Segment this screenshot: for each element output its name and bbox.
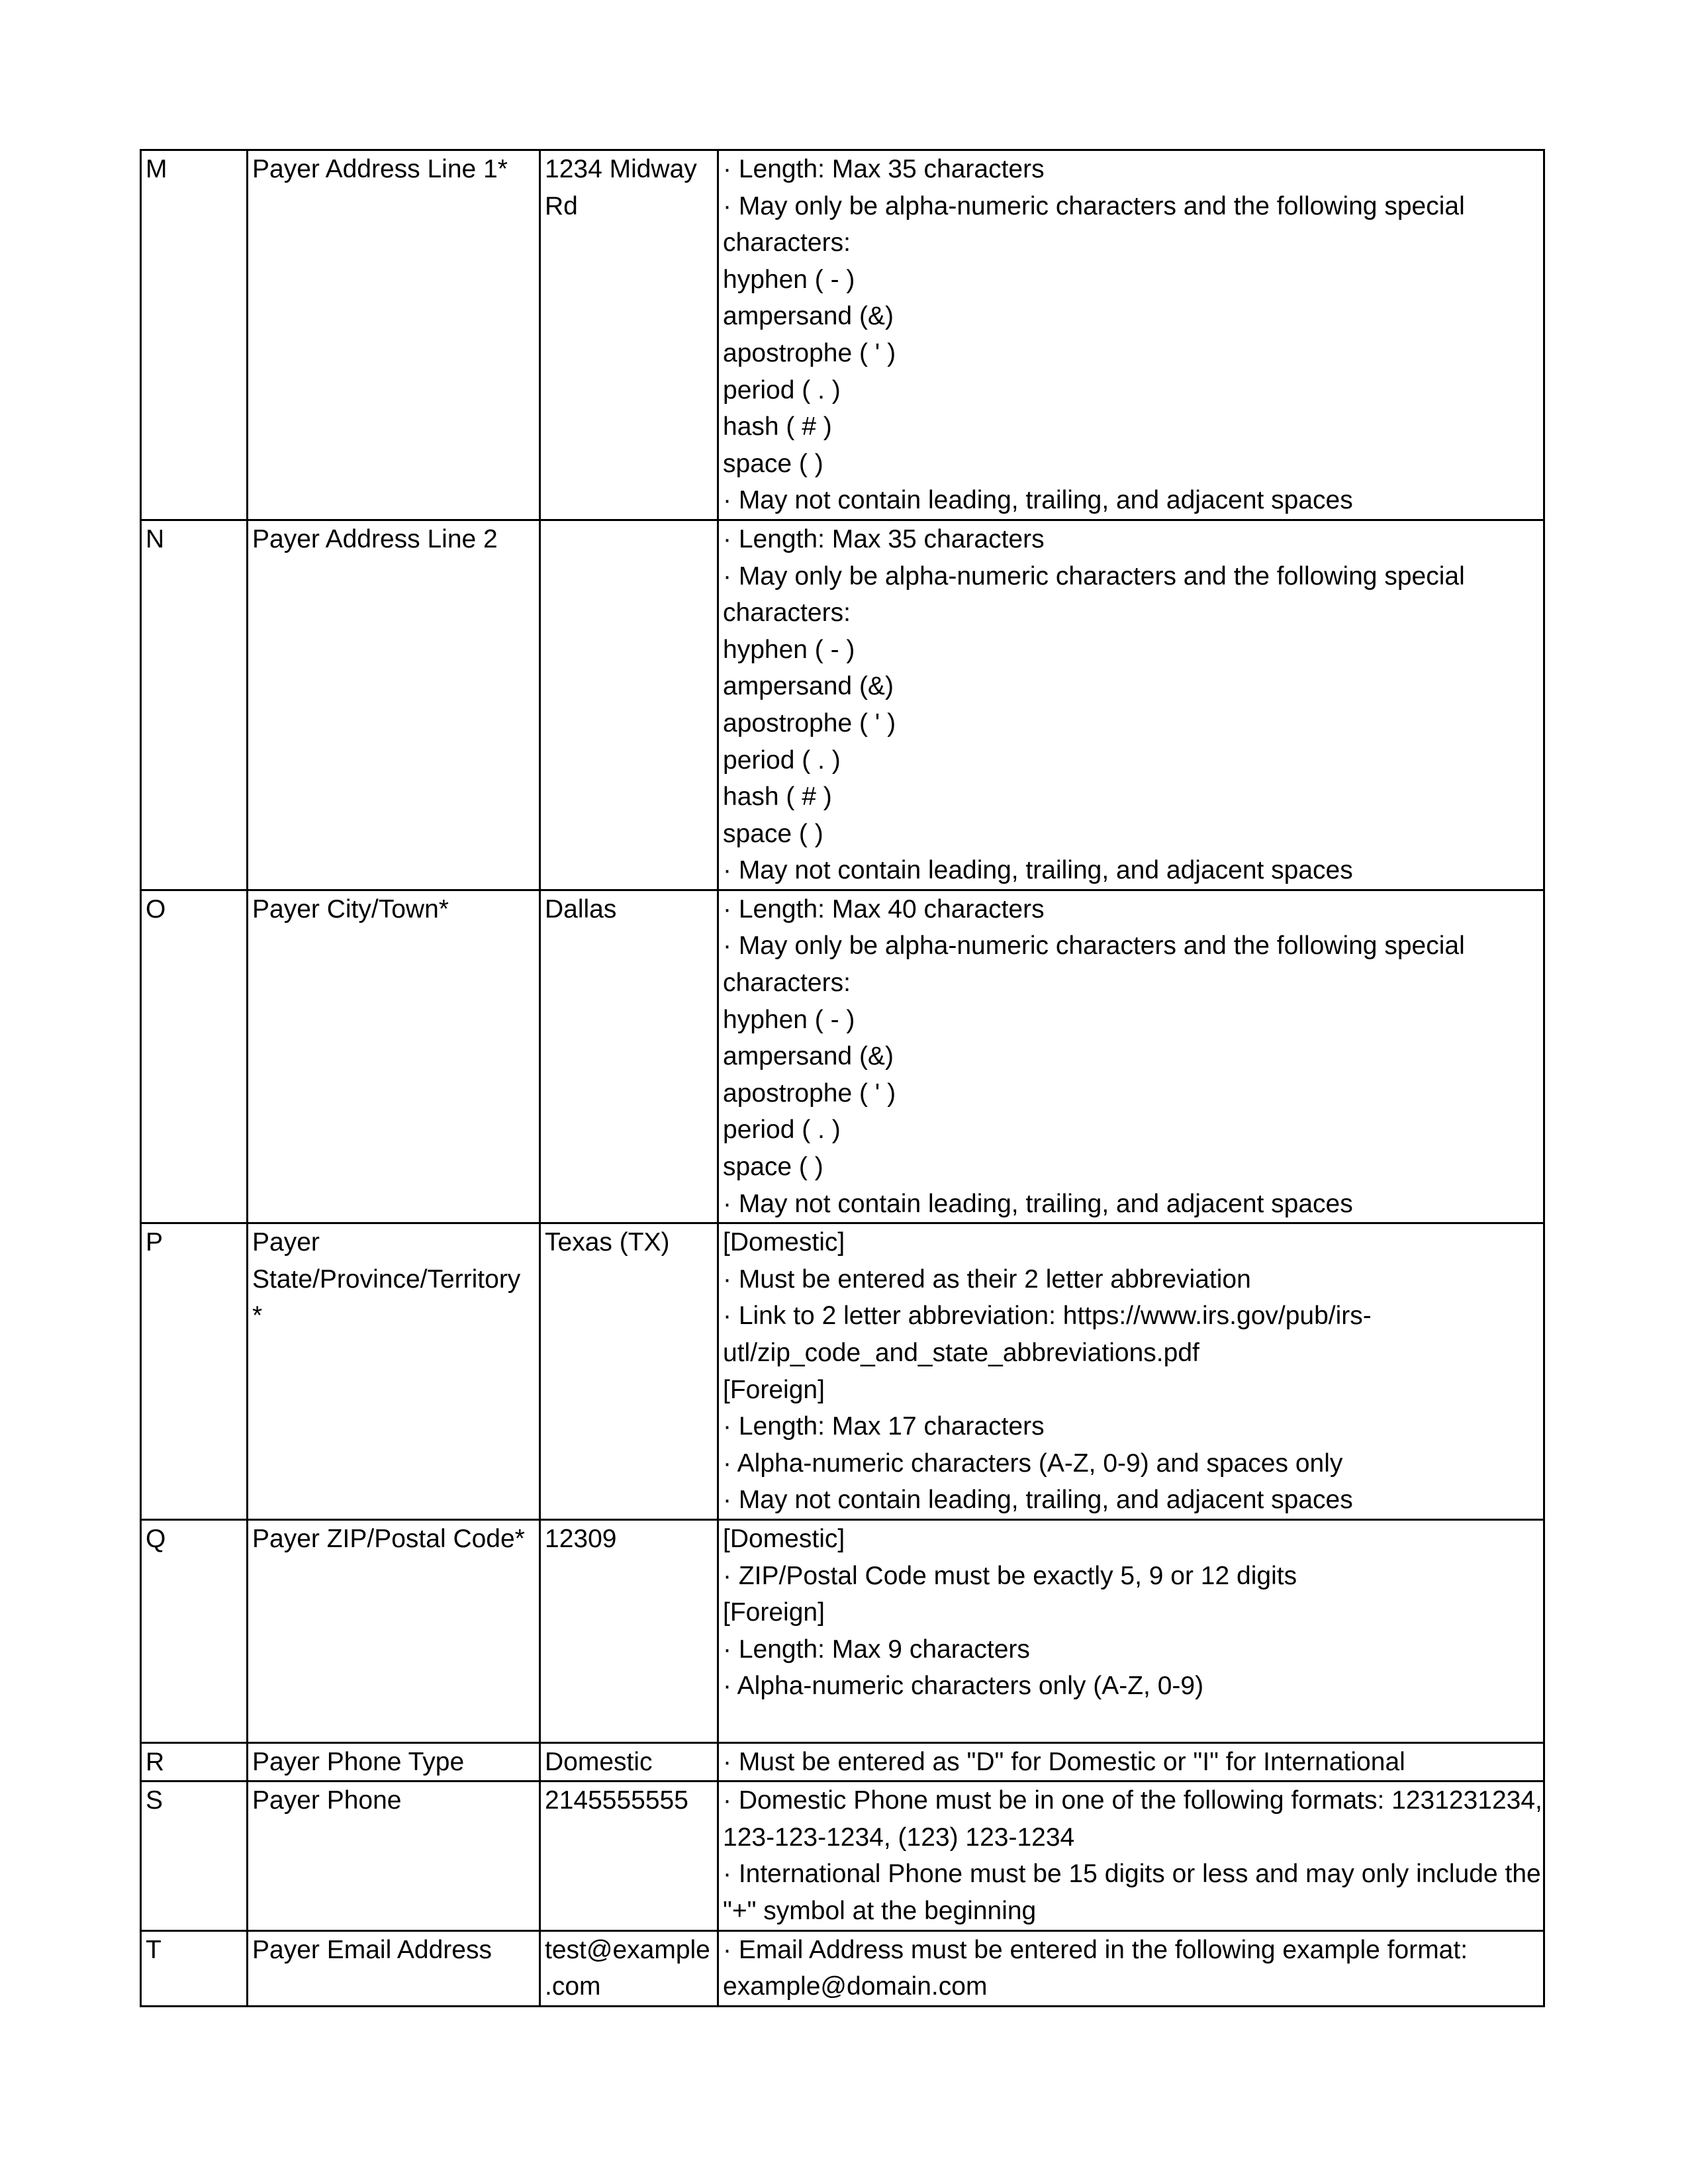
rule-line: · Alpha-numeric characters only (A-Z, 0-9) bbox=[723, 1672, 1204, 1701]
rule-line: · Length: Max 9 characters bbox=[723, 1635, 1030, 1664]
rule-line: · Length: Max 35 characters bbox=[723, 155, 1045, 183]
column-letter: P bbox=[146, 1228, 164, 1257]
rule-line: [Domestic] bbox=[723, 1228, 845, 1257]
example-line: .com bbox=[545, 1972, 601, 2001]
rule-line: example@domain.com bbox=[723, 1972, 988, 2001]
field-name-cell bbox=[248, 520, 540, 890]
rule-line: · May only be alpha-numeric characters and the following special bbox=[723, 931, 1465, 961]
table-row bbox=[141, 150, 1544, 520]
field-line: * bbox=[252, 1302, 263, 1331]
column-letter-cell bbox=[141, 150, 248, 520]
rule-line: space ( ) bbox=[723, 449, 823, 478]
rule-line: period ( . ) bbox=[723, 745, 841, 775]
validation-rules-cell bbox=[718, 520, 1544, 890]
field-spec-table bbox=[140, 149, 1545, 2007]
column-letter: M bbox=[146, 155, 167, 183]
rule-line: · Must be entered as "D" for Domestic or "I" for International bbox=[723, 1747, 1405, 1776]
rule-line: period ( . ) bbox=[723, 1116, 841, 1145]
rule-line: hyphen ( - ) bbox=[723, 635, 855, 664]
rule-line: [Domestic] bbox=[723, 1524, 845, 1553]
rule-line: [Foreign] bbox=[723, 1598, 825, 1627]
rule-line: · May not contain leading, trailing, and adjacent spaces bbox=[723, 1486, 1353, 1515]
rule-line: apostrophe ( ' ) bbox=[723, 1078, 896, 1108]
column-letter-cell bbox=[141, 520, 248, 890]
rule-line: · Domestic Phone must be in one of the following formats: 1231231234, bbox=[723, 1786, 1542, 1815]
rule-line: · May not contain leading, trailing, and adjacent spaces bbox=[723, 1189, 1353, 1218]
example-line: Dallas bbox=[545, 894, 617, 924]
column-letter-cell bbox=[141, 1781, 248, 1930]
example-value-cell bbox=[540, 150, 718, 520]
rule-line: · Length: Max 17 characters bbox=[723, 1412, 1045, 1441]
field-line: Payer Phone bbox=[252, 1786, 402, 1815]
rule-line: · Alpha-numeric characters (A-Z, 0-9) and spaces only bbox=[723, 1448, 1343, 1478]
example-value-cell bbox=[540, 1930, 718, 2006]
field-line: Payer Address Line 1* bbox=[252, 155, 508, 183]
rule-line: · Length: Max 35 characters bbox=[723, 524, 1045, 553]
field-name-cell bbox=[248, 1781, 540, 1930]
rule-line: · Length: Max 40 characters bbox=[723, 894, 1045, 924]
field-line: Payer bbox=[252, 1228, 320, 1257]
validation-rules-cell bbox=[718, 1519, 1544, 1742]
rule-line: · May not contain leading, trailing, and adjacent spaces bbox=[723, 486, 1353, 515]
field-line: Payer Email Address bbox=[252, 1935, 492, 1964]
field-name-cell bbox=[248, 150, 540, 520]
column-letter-cell bbox=[141, 890, 248, 1223]
example-value-cell bbox=[540, 520, 718, 890]
validation-rules-cell bbox=[718, 890, 1544, 1223]
field-name-cell bbox=[248, 890, 540, 1223]
table-row bbox=[141, 1930, 1544, 2006]
column-letter-cell bbox=[141, 1930, 248, 2006]
column-letter-cell bbox=[141, 1223, 248, 1520]
validation-rules-cell bbox=[718, 1742, 1544, 1781]
table-row bbox=[141, 520, 1544, 890]
field-name-cell bbox=[248, 1223, 540, 1520]
rule-line: apostrophe ( ' ) bbox=[723, 338, 896, 367]
rule-line: apostrophe ( ' ) bbox=[723, 708, 896, 737]
example-line: 12309 bbox=[545, 1524, 617, 1553]
field-line: Payer ZIP/Postal Code* bbox=[252, 1524, 525, 1553]
field-spec-table-body bbox=[141, 150, 1544, 2007]
field-line: State/Province/Territory bbox=[252, 1264, 521, 1294]
field-line: Payer Phone Type bbox=[252, 1747, 465, 1776]
field-name-cell bbox=[248, 1742, 540, 1781]
rule-line: ampersand (&) bbox=[723, 672, 894, 701]
rule-line: characters: bbox=[723, 969, 851, 998]
rule-line: space ( ) bbox=[723, 819, 823, 848]
example-line: Texas (TX) bbox=[545, 1228, 670, 1257]
rule-line: characters: bbox=[723, 598, 851, 628]
rule-line: · ZIP/Postal Code must be exactly 5, 9 or 12 digits bbox=[723, 1561, 1297, 1590]
example-line: 2145555555 bbox=[545, 1786, 688, 1815]
example-line: test@example bbox=[545, 1935, 710, 1964]
rule-line: hash ( # ) bbox=[723, 412, 832, 442]
rule-line: utl/zip_code_and_state_abbreviations.pdf bbox=[723, 1339, 1199, 1367]
table-row bbox=[141, 890, 1544, 1223]
rule-line: 123-123-1234, (123) 123-1234 bbox=[723, 1823, 1075, 1852]
rule-line: period ( . ) bbox=[723, 375, 841, 404]
rule-line: · May not contain leading, trailing, and adjacent spaces bbox=[723, 856, 1353, 885]
column-letter-cell bbox=[141, 1742, 248, 1781]
rule-line: · International Phone must be 15 digits or less and may only include the bbox=[723, 1860, 1541, 1889]
column-letter: R bbox=[146, 1747, 165, 1776]
column-letter: N bbox=[146, 524, 165, 553]
column-letter: Q bbox=[146, 1524, 166, 1553]
rule-line: [Foreign] bbox=[723, 1375, 825, 1404]
table-row bbox=[141, 1519, 1544, 1742]
rule-line: ampersand (&) bbox=[723, 302, 894, 331]
table-row bbox=[141, 1742, 1544, 1781]
example-value-cell bbox=[540, 890, 718, 1223]
field-name-cell bbox=[248, 1519, 540, 1742]
column-letter: O bbox=[146, 894, 166, 924]
example-value-cell bbox=[540, 1742, 718, 1781]
rule-line: hash ( # ) bbox=[723, 783, 832, 812]
rule-line bbox=[723, 1705, 1543, 1742]
rule-line: space ( ) bbox=[723, 1153, 823, 1182]
example-value-cell bbox=[540, 1781, 718, 1930]
rule-line: · Must be entered as their 2 letter abbreviation bbox=[723, 1264, 1251, 1294]
column-letter: S bbox=[146, 1786, 164, 1815]
column-letter: T bbox=[146, 1935, 162, 1964]
table-row bbox=[141, 1223, 1544, 1520]
field-line: Payer Address Line 2 bbox=[252, 524, 498, 553]
validation-rules-cell bbox=[718, 1781, 1544, 1930]
example-value-cell bbox=[540, 1519, 718, 1742]
example-value-cell bbox=[540, 1223, 718, 1520]
validation-rules-cell bbox=[718, 150, 1544, 520]
example-line: 1234 Midway bbox=[545, 155, 697, 183]
example-line: Domestic bbox=[545, 1747, 653, 1776]
example-line: Rd bbox=[545, 191, 578, 220]
rule-line: · May only be alpha-numeric characters and the following special bbox=[723, 561, 1465, 591]
rule-line: · May only be alpha-numeric characters and the following special bbox=[723, 191, 1465, 220]
rule-line: hyphen ( - ) bbox=[723, 1005, 855, 1034]
table-row bbox=[141, 1781, 1544, 1930]
rule-line: hyphen ( - ) bbox=[723, 265, 855, 294]
rule-line: · Email Address must be entered in the following example format: bbox=[723, 1935, 1468, 1964]
rule-line: ampersand (&) bbox=[723, 1042, 894, 1071]
field-line: Payer City/Town* bbox=[252, 894, 449, 924]
validation-rules-cell bbox=[718, 1930, 1544, 2006]
validation-rules-cell bbox=[718, 1223, 1544, 1520]
rule-line: characters: bbox=[723, 228, 851, 258]
field-name-cell bbox=[248, 1930, 540, 2006]
rule-line: · Link to 2 letter abbreviation: https://www.irs.gov/pub/irs- bbox=[723, 1302, 1372, 1331]
rule-line: "+" symbol at the beginning bbox=[723, 1896, 1037, 1925]
column-letter-cell bbox=[141, 1519, 248, 1742]
